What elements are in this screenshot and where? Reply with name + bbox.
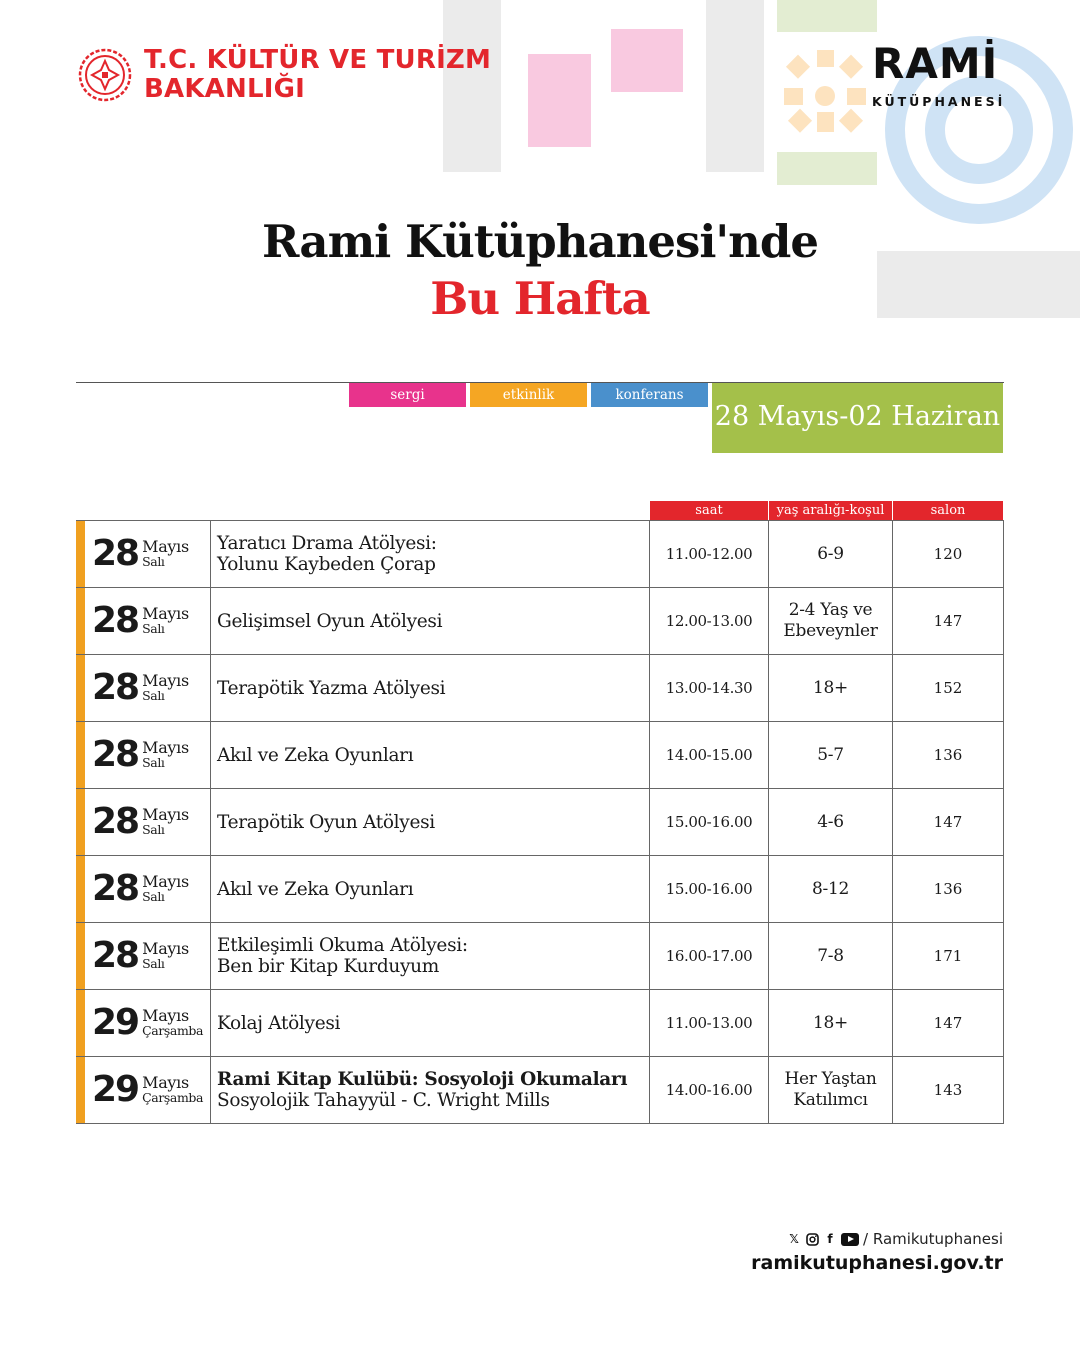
event-title — [211, 789, 650, 855]
event-time: 16.00-17.00 — [650, 923, 769, 989]
decor-block — [777, 152, 877, 185]
event-type-bar — [76, 588, 85, 654]
event-day: 29 — [92, 1002, 139, 1043]
facebook-icon[interactable]: f — [827, 1232, 833, 1246]
event-title-line1: Terapötik Yazma Atölyesi — [217, 677, 446, 699]
library-logo — [872, 40, 1005, 109]
event-weekday: Salı — [142, 889, 165, 904]
event-weekday: Salı — [142, 822, 165, 837]
event-month: Mayıs — [142, 805, 189, 824]
event-title-line1: Yaratıcı Drama Atölyesi: — [217, 533, 437, 554]
decor-block — [611, 29, 683, 92]
event-date — [85, 722, 211, 788]
event-time: 11.00-12.00 — [650, 521, 769, 587]
event-age: 2-4 Yaş ve Ebeveynler — [769, 588, 893, 654]
event-title-line1: Etkileşimli Okuma Atölyesi: — [217, 935, 468, 956]
column-header-salon: salon — [893, 501, 1003, 521]
event-type-bar — [76, 655, 85, 721]
event-month: Mayıs — [142, 537, 189, 556]
table-row — [76, 1057, 1004, 1124]
table-row — [76, 856, 1004, 923]
event-age: 4-6 — [769, 789, 893, 855]
headline-line1: Rami Kütüphanesi'nde — [261, 215, 818, 268]
decor-block — [777, 0, 877, 32]
event-month: Mayıs — [142, 1073, 189, 1092]
legend-sergi: sergi — [349, 383, 466, 407]
social-links — [751, 1230, 1003, 1248]
ministry-name-line1: T.C. KÜLTÜR VE TURİZM — [144, 45, 492, 75]
legend-konferans: konferans — [591, 383, 708, 407]
event-room: 171 — [893, 923, 1004, 989]
instagram-icon[interactable] — [805, 1232, 819, 1246]
table-row — [76, 923, 1004, 990]
event-title-line2: Sosyolojik Tahayyül - C. Wright Mills — [217, 1090, 550, 1111]
event-age: 8-12 — [769, 856, 893, 922]
event-weekday: Salı — [142, 688, 165, 703]
event-title — [211, 722, 650, 788]
x-icon[interactable]: 𝕏 — [789, 1232, 799, 1246]
event-month: Mayıs — [142, 604, 189, 623]
event-time: 14.00-15.00 — [650, 722, 769, 788]
event-title — [211, 990, 650, 1056]
event-date — [85, 655, 211, 721]
event-title-line2: Ben bir Kitap Kurduyum — [217, 956, 439, 977]
event-room: 136 — [893, 856, 1004, 922]
event-title-line1: Akıl ve Zeka Oyunları — [217, 878, 414, 900]
event-title — [211, 856, 650, 922]
library-logo-sub: KÜTÜPHANESİ — [872, 94, 1006, 109]
event-day: 29 — [92, 1069, 139, 1110]
headline-line2: Bu Hafta — [430, 272, 650, 325]
event-month: Mayıs — [142, 939, 189, 958]
event-room: 152 — [893, 655, 1004, 721]
event-type-bar — [76, 990, 85, 1056]
event-weekday: Salı — [142, 956, 165, 971]
event-type-bar — [76, 923, 85, 989]
event-month: Mayıs — [142, 738, 189, 757]
event-weekday: Salı — [142, 755, 165, 770]
event-room: 143 — [893, 1057, 1004, 1123]
event-date — [85, 1057, 211, 1123]
event-time: 15.00-16.00 — [650, 856, 769, 922]
event-type-bar — [76, 521, 85, 587]
event-weekday: Salı — [142, 554, 165, 569]
event-type-bar — [76, 856, 85, 922]
table-row — [76, 521, 1004, 588]
event-title — [211, 1057, 650, 1123]
event-day: 28 — [92, 600, 139, 641]
ministry-emblem-icon — [78, 48, 132, 102]
event-room: 136 — [893, 722, 1004, 788]
event-type-bar — [76, 789, 85, 855]
event-month: Mayıs — [142, 872, 189, 891]
event-age: 18+ — [769, 990, 893, 1056]
decor-block — [706, 0, 764, 172]
event-title-line1: Kolaj Atölyesi — [217, 1012, 341, 1034]
event-date — [85, 789, 211, 855]
event-date — [85, 923, 211, 989]
event-type-bar — [76, 722, 85, 788]
table-row — [76, 789, 1004, 856]
event-room: 120 — [893, 521, 1004, 587]
event-day: 28 — [92, 734, 139, 775]
event-title-line1: Gelişimsel Oyun Atölyesi — [217, 610, 443, 632]
event-room: 147 — [893, 990, 1004, 1056]
event-title — [211, 655, 650, 721]
event-date — [85, 521, 211, 587]
event-weekday: Çarşamba — [142, 1023, 204, 1038]
website-link[interactable]: ramikutuphanesi.gov.tr — [751, 1252, 1003, 1274]
event-day: 28 — [92, 801, 139, 842]
event-time: 14.00-16.00 — [650, 1057, 769, 1123]
youtube-icon[interactable] — [841, 1233, 859, 1246]
event-weekday: Çarşamba — [142, 1090, 204, 1105]
event-day: 28 — [92, 533, 139, 574]
column-header-yas: yaş aralığı-koşul — [769, 501, 892, 521]
event-age: Her Yaştan Katılımcı — [769, 1057, 893, 1123]
event-date — [85, 990, 211, 1056]
event-time: 13.00-14.30 — [650, 655, 769, 721]
event-room: 147 — [893, 789, 1004, 855]
event-weekday: Salı — [142, 621, 165, 636]
event-room: 147 — [893, 588, 1004, 654]
date-range-badge: 28 Mayıs-02 Haziran — [712, 383, 1003, 453]
event-title-line1: Akıl ve Zeka Oyunları — [217, 744, 414, 766]
table-row — [76, 990, 1004, 1057]
library-logo-word: RAMİ — [872, 39, 999, 88]
event-age: 5-7 — [769, 722, 893, 788]
event-age: 6-9 — [769, 521, 893, 587]
legend-etkinlik: etkinlik — [470, 383, 587, 407]
decor-block — [528, 54, 591, 147]
event-day: 28 — [92, 868, 139, 909]
event-title-line1: Rami Kitap Kulübü: Sosyoloji Okumaları — [217, 1069, 628, 1090]
table-row — [76, 655, 1004, 722]
event-type-bar — [76, 1057, 85, 1123]
event-month: Mayıs — [142, 1006, 189, 1025]
event-title — [211, 521, 650, 587]
ministry-name-line2: BAKANLIĞI — [144, 74, 306, 104]
event-time: 11.00-13.00 — [650, 990, 769, 1056]
event-day: 28 — [92, 935, 139, 976]
event-title-line2: Yolunu Kaybeden Çorap — [217, 554, 436, 575]
event-time: 12.00-13.00 — [650, 588, 769, 654]
event-date — [85, 856, 211, 922]
events-table — [76, 520, 1004, 1124]
table-row — [76, 722, 1004, 789]
table-row — [76, 588, 1004, 655]
event-date — [85, 588, 211, 654]
footer — [751, 1230, 1003, 1274]
social-handle: / Ramikutuphanesi — [863, 1230, 1003, 1248]
event-time: 15.00-16.00 — [650, 789, 769, 855]
event-month: Mayıs — [142, 671, 189, 690]
event-age: 7-8 — [769, 923, 893, 989]
event-day: 28 — [92, 667, 139, 708]
event-age: 18+ — [769, 655, 893, 721]
event-title — [211, 588, 650, 654]
event-title — [211, 923, 650, 989]
ministry-logo — [78, 46, 491, 104]
sun-decor — [780, 50, 870, 136]
column-header-saat: saat — [650, 501, 768, 521]
event-title-line1: Terapötik Oyun Atölyesi — [217, 811, 435, 833]
